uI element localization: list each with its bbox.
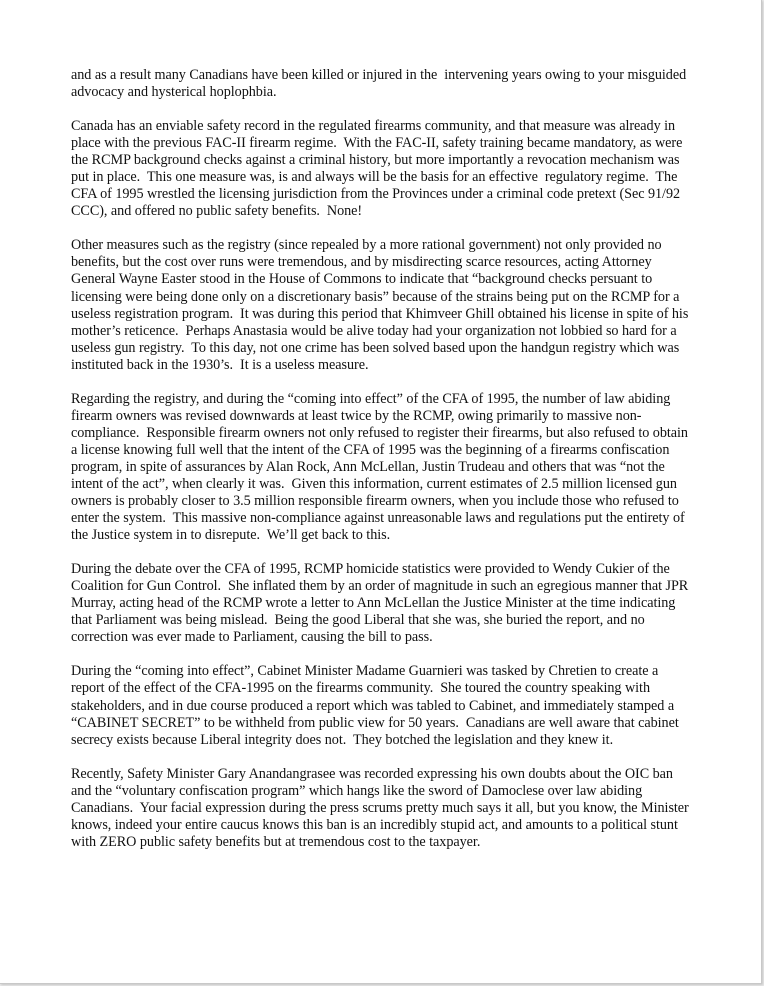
paragraph: Canada has an enviable safety record in the regulated firearms community, and that measure was already in place with the previous FAC-II firearm regime. With the FAC-II, safety training became mandatory, as were the RCMP background checks against a criminal history, but more importantly a revocation mechanism was put in place. This one measure was, is and always will be the basis for an effective regulatory regime. The CFA of 1995 wrestled the licensing jurisdiction from the Provinces under a criminal code pretext (Sec 91/92 CCC), and offered no public safety benefits. None! [71, 118, 686, 220]
paragraph: During the “coming into effect”, Cabinet Minister Madame Guarnieri was tasked by Chretien to create a report of the effect of the CFA-1995 on the firearms community. She toured the country speaking with stakeholders, and in due course produced a report which was tabled to Cabinet, and immediately stamped a “CABINET SECRET” to be withheld from public view for 50 years. Canadians are well aware that cabinet secrecy exists because Liberal integrity does not. They botched the legislation and they knew it. [71, 663, 683, 748]
paragraph: Regarding the registry, and during the “coming into effect” of the CFA of 1995, the number of law abiding firearm owners was revised downwards at least twice by the RCMP, owing primarily to massive non-compliance. Responsible firearm owners not only refused to register their firearms, but also refused to obtain a license knowing full well that the intent of the CFA of 1995 was the beginning of a firearms confiscation program, in spite of assurances by Alan Rock, Ann McLellan, Justin Trudeau and others that was “not the intent of the act”, when clearly it was. Given this information, current estimates of 2.5 million licensed gun owners is probably closer to 3.5 million responsible firearm owners, when you include those who refused to enter the system. This massive non-compliance against unreasonable laws and regulations put the entirety of the Justice system in to disrepute. We’ll get back to this. [71, 390, 692, 544]
paragraph: and as a result many Canadians have been killed or injured in the intervening years owing to your misguided advocacy and hysterical hoplophbia. [71, 67, 690, 101]
paragraph: Other measures such as the registry (since repealed by a more rational government) not only provided no benefits, but the cost over runs were tremendous, and by misdirecting scarce resources, acting Attorney General Wayne Easter stood in the House of Commons to indicate that “background checks persuant to licensing were being done only on a discretionary basis” because of the strains being put on the RCMP for a useless registration program. It was during this period that Khimveer Ghill obtained his license in spite of his mother’s reticence. Perhaps Anastasia would be alive today had your organization not lobbied so hard for a useless gun registry. To this day, not one crime has been solved based upon the handgun registry which was instituted back in the 1930’s. It is a useless measure. [71, 237, 692, 373]
document-body [71, 67, 694, 868]
paragraph: During the debate over the CFA of 1995, RCMP homicide statistics were provided to Wendy Cukier of the Coalition for Gun Control. She inflated them by an order of magnitude in such an egregious manner that JPR Murray, acting head of the RCMP wrote a letter to Ann McLellan the Justice Minister at the time indicating that Parliament was being mislead. Being the good Liberal that she was, she buried the report, and no correction was ever made to Parliament, causing the bill to pass. [71, 561, 692, 646]
paragraph: Recently, Safety Minister Gary Anandangrasee was recorded expressing his own doubts about the OIC ban and the “voluntary confiscation program” which hangs like the sword of Damoclese over law abiding Canadians. Your facial expression during the press scrums pretty much says it all, but you know, the Minister knows, indeed your entire caucus knows this ban is an incredibly stupid act, and amounts to a political stunt with ZERO public safety benefits but at tremendous cost to the taxpayer. [71, 765, 693, 850]
